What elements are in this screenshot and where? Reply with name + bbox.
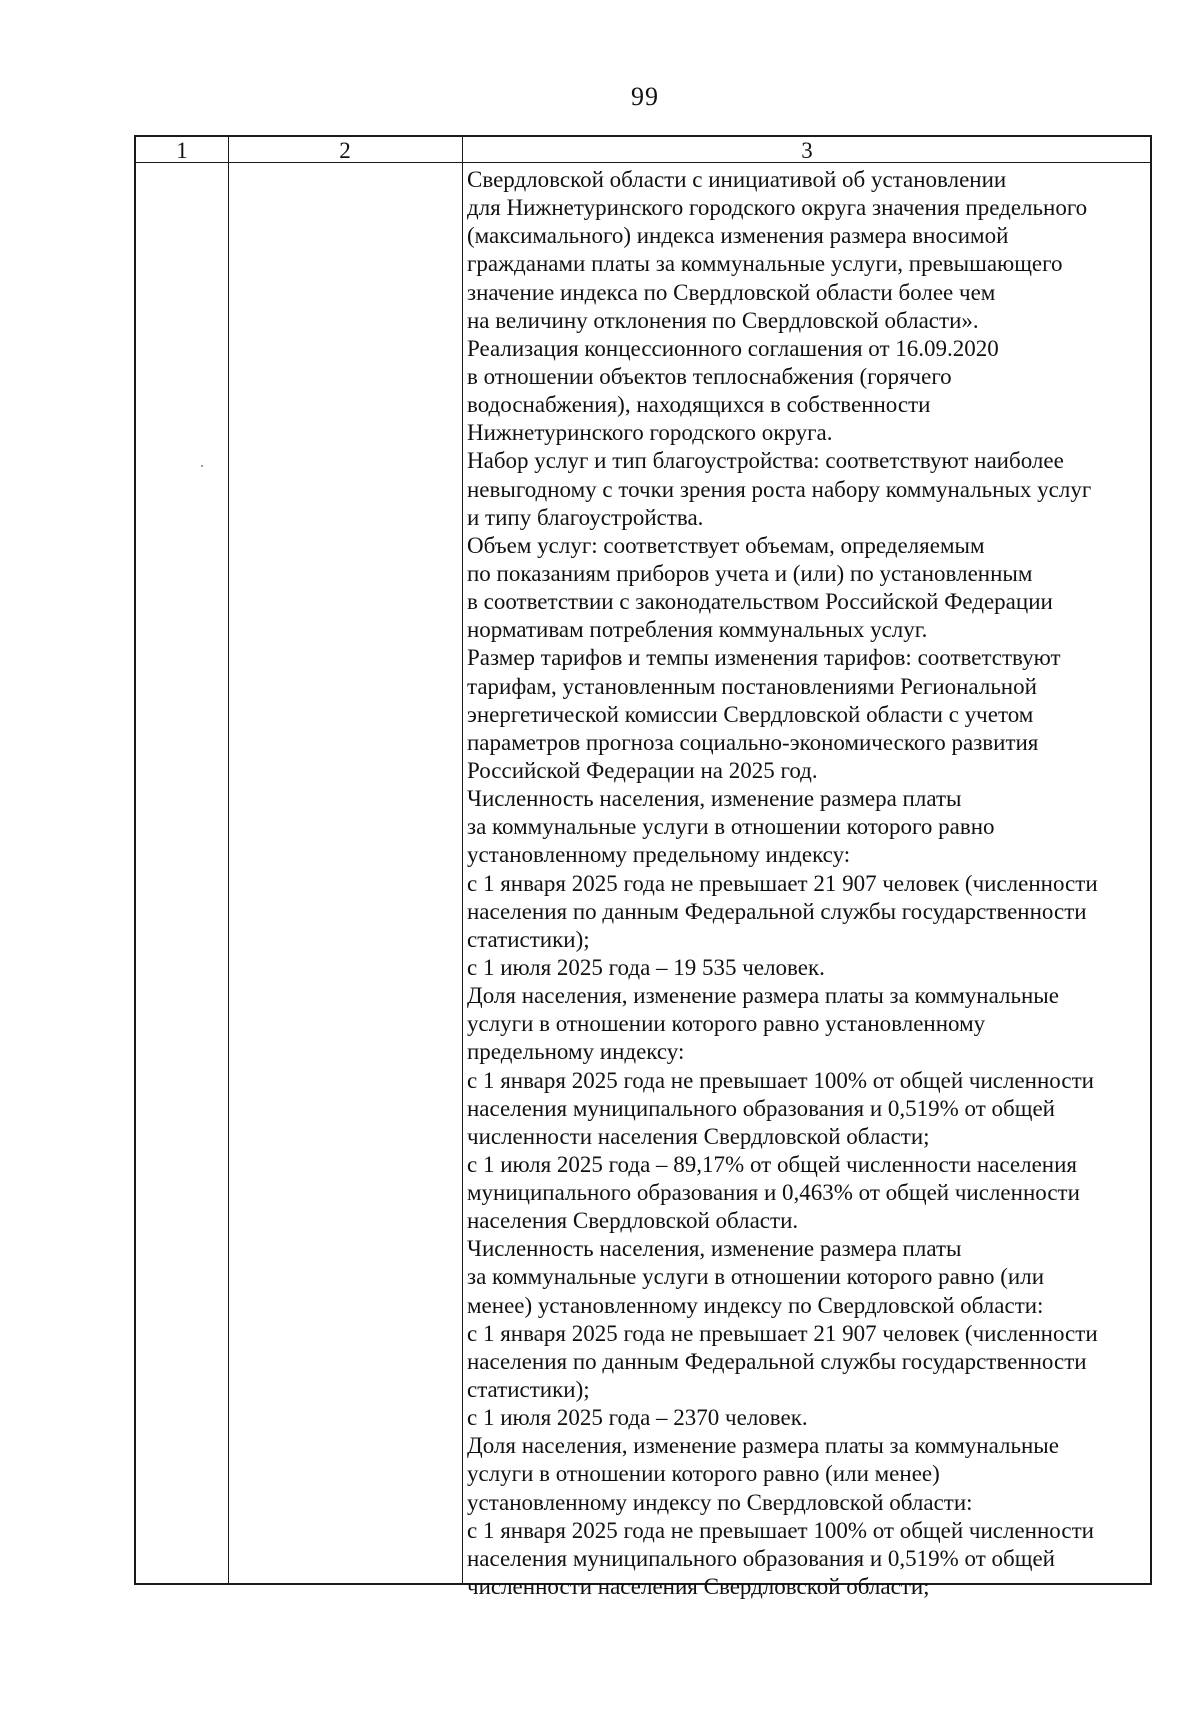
text-line: гражданами платы за коммунальные услуги, превышающего <box>467 251 1063 277</box>
text-line: параметров прогноза социально-экономического развития <box>467 729 1039 755</box>
text-line: в соответствии с законодательством Российской Федерации <box>467 589 1053 615</box>
text-line: с 1 июля 2025 года – 89,17% от общей численности населения <box>467 1151 1078 1177</box>
text-line: Набор услуг и тип благоустройства: соответствуют наиболее <box>467 448 1064 474</box>
text-line: с 1 января 2025 года не превышает 21 907 человек (численности <box>467 1320 1098 1346</box>
text-line: населения муниципального образования и 0,519% от общей <box>467 1545 1055 1571</box>
text-line: населения по данным Федеральной службы государственности <box>467 1348 1087 1374</box>
text-line: с 1 июля 2025 года – 19 535 человек. <box>467 954 825 980</box>
text-line: с 1 января 2025 года не превышает 100% от общей численности <box>467 1067 1094 1093</box>
text-line: численности населения Свердловской области; <box>467 1574 930 1600</box>
text-line: на величину отклонения по Свердловской области». <box>467 307 979 333</box>
text-line: Численность населения, изменение размера платы <box>467 1236 962 1262</box>
text-line: Свердловской области с инициативой об установлении <box>467 167 1007 192</box>
text-line: установленному предельному индексу: <box>467 842 851 868</box>
text-line: менее) установленному индексу по Свердловской области: <box>467 1292 1044 1318</box>
text-line: населения по данным Федеральной службы государственности <box>467 898 1087 924</box>
text-line: статистики); <box>467 926 590 952</box>
text-line: с 1 января 2025 года не превышает 100% от общей численности <box>467 1517 1094 1543</box>
text-line: Объем услуг: соответствует объемам, определяемым <box>467 532 985 558</box>
text-line: Доля населения, изменение размера платы за коммунальные <box>467 1433 1059 1459</box>
text-line: статистики); <box>467 1377 590 1403</box>
column-divider-1 <box>228 137 229 1583</box>
text-line: за коммунальные услуги в отношении которого равно <box>467 814 995 840</box>
text-line: тарифам, установленным постановлениями Региональной <box>467 673 1037 699</box>
text-line: Доля населения, изменение размера платы за коммунальные <box>467 983 1059 1009</box>
table-header-row <box>136 137 1150 163</box>
text-line: с 1 июля 2025 года – 2370 человек. <box>467 1405 808 1431</box>
text-line: Российской Федерации на 2025 год. <box>467 757 818 783</box>
text-line: Численность населения, изменение размера платы <box>467 786 962 812</box>
text-line: и типу благоустройства. <box>467 504 704 530</box>
text-line: для Нижнетуринского городского округа значения предельного <box>467 195 1088 221</box>
column-3-header: 3 <box>801 138 813 163</box>
text-line: по показаниям приборов учета и (или) по установленным <box>467 560 1033 586</box>
text-line: Нижнетуринского городского округа. <box>467 420 833 446</box>
text-line: значение индекса по Свердловской области более чем <box>467 279 996 305</box>
scan-speck <box>201 465 203 467</box>
text-line: в отношении объектов теплоснабжения (горячего <box>467 363 952 389</box>
text-line: численности населения Свердловской области; <box>467 1123 930 1149</box>
text-line: энергетической комиссии Свердловской области с учетом <box>467 701 1034 727</box>
text-line: услуги в отношении которого равно (или менее) <box>467 1461 940 1487</box>
column-3-text-cell <box>467 166 1147 1601</box>
text-line: нормативам потребления коммунальных услуг. <box>467 617 928 643</box>
text-line: муниципального образования и 0,463% от общей численности <box>467 1180 1080 1206</box>
column-divider-2 <box>462 137 463 1583</box>
text-line: (максимального) индекса изменения размера вносимой <box>467 223 1009 249</box>
text-line: населения Свердловской области. <box>467 1208 799 1234</box>
document-table <box>134 135 1152 1600</box>
text-line: невыгодному с точки зрения роста набору коммунальных услуг <box>467 476 1092 502</box>
text-line: предельному индексу: <box>467 1039 685 1065</box>
text-line: водоснабжения), находящихся в собственности <box>467 392 931 418</box>
text-line: с 1 января 2025 года не превышает 21 907 человек (численности <box>467 870 1098 896</box>
text-line: услуги в отношении которого равно установленному <box>467 1011 986 1037</box>
column-1-header: 1 <box>176 138 188 163</box>
text-line: за коммунальные услуги в отношении которого равно (или <box>467 1264 1045 1290</box>
text-line: установленному индексу по Свердловской области: <box>467 1489 973 1515</box>
column-2-header: 2 <box>339 138 351 163</box>
page-number: 99 <box>631 82 659 111</box>
text-line: Размер тарифов и темпы изменения тарифов: соответствуют <box>467 645 1061 671</box>
text-line: населения муниципального образования и 0,519% от общей <box>467 1095 1055 1121</box>
text-line: Реализация концессионного соглашения от 16.09.2020 <box>467 335 999 361</box>
